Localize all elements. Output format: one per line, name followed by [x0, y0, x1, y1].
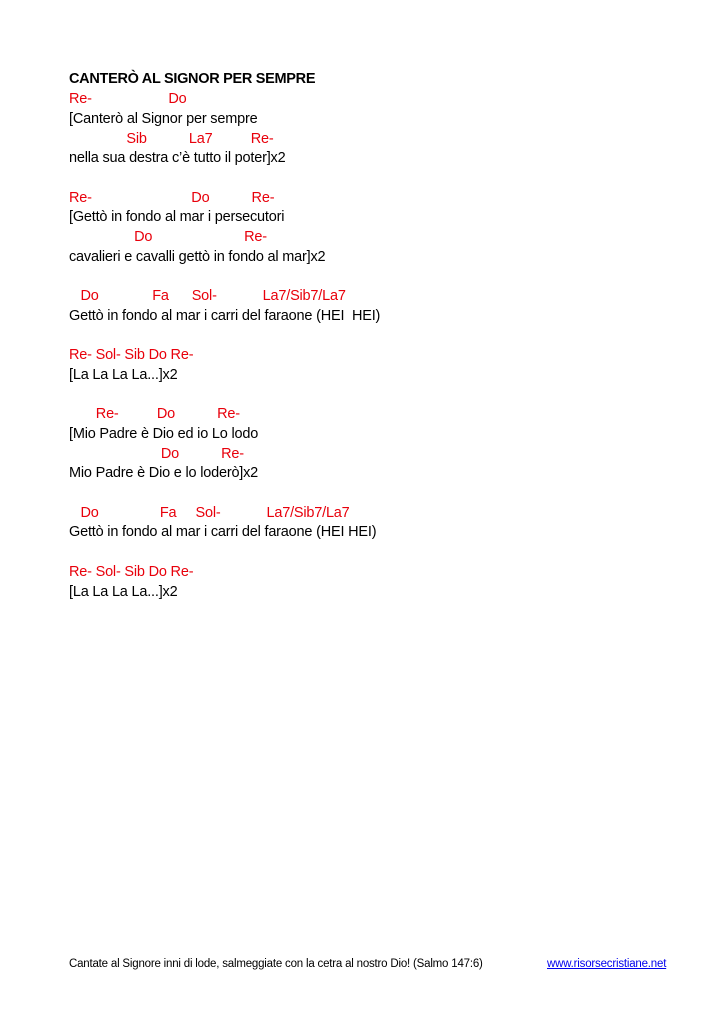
chord-line: Do Re-	[69, 446, 244, 462]
lyric-line: nella sua destra c’è tutto il poter]x2	[69, 150, 286, 166]
chord-line: Re- Do Re-	[69, 406, 240, 422]
lyric-line: [Mio Padre è Dio ed io Lo lodo	[69, 426, 259, 442]
lyric-line: [Canterò al Signor per sempre	[69, 111, 258, 127]
lyric-line: cavalieri e cavalli gettò in fondo al mar]x2	[69, 249, 326, 265]
lyric-line: Gettò in fondo al mar i carri del faraone (HEI HEI)	[69, 308, 381, 324]
chord-line: Re- Do Re-	[69, 190, 275, 206]
song-title: CANTERÒ AL SIGNOR PER SEMPRE	[69, 71, 316, 87]
footer-website-link[interactable]: www.risorsecristiane.net	[547, 958, 667, 970]
lyric-line: [Gettò in fondo al mar i persecutori	[69, 209, 285, 225]
lyric-line: Mio Padre è Dio e lo loderò]x2	[69, 465, 259, 481]
chord-line: Do Fa Sol- La7/Sib7/La7	[69, 288, 346, 304]
lyric-line: [La La La La...]x2	[69, 584, 178, 600]
chord-line: Do Fa Sol- La7/Sib7/La7	[69, 505, 350, 521]
chord-line: Re- Sol- Sib Do Re-	[69, 564, 194, 580]
chord-line: Re- Sol- Sib Do Re-	[69, 347, 194, 363]
chord-line: Do Re-	[69, 229, 267, 245]
lyric-line: [La La La La...]x2	[69, 367, 178, 383]
chord-line: Sib La7 Re-	[69, 131, 274, 147]
lyric-line: Gettò in fondo al mar i carri del faraone (HEI HEI)	[69, 524, 377, 540]
footer-quote: Cantate al Signore inni di lode, salmeggiate con la cetra al nostro Dio! (Salmo 147:6)	[69, 958, 483, 970]
chord-line: Re- Do	[69, 91, 187, 107]
